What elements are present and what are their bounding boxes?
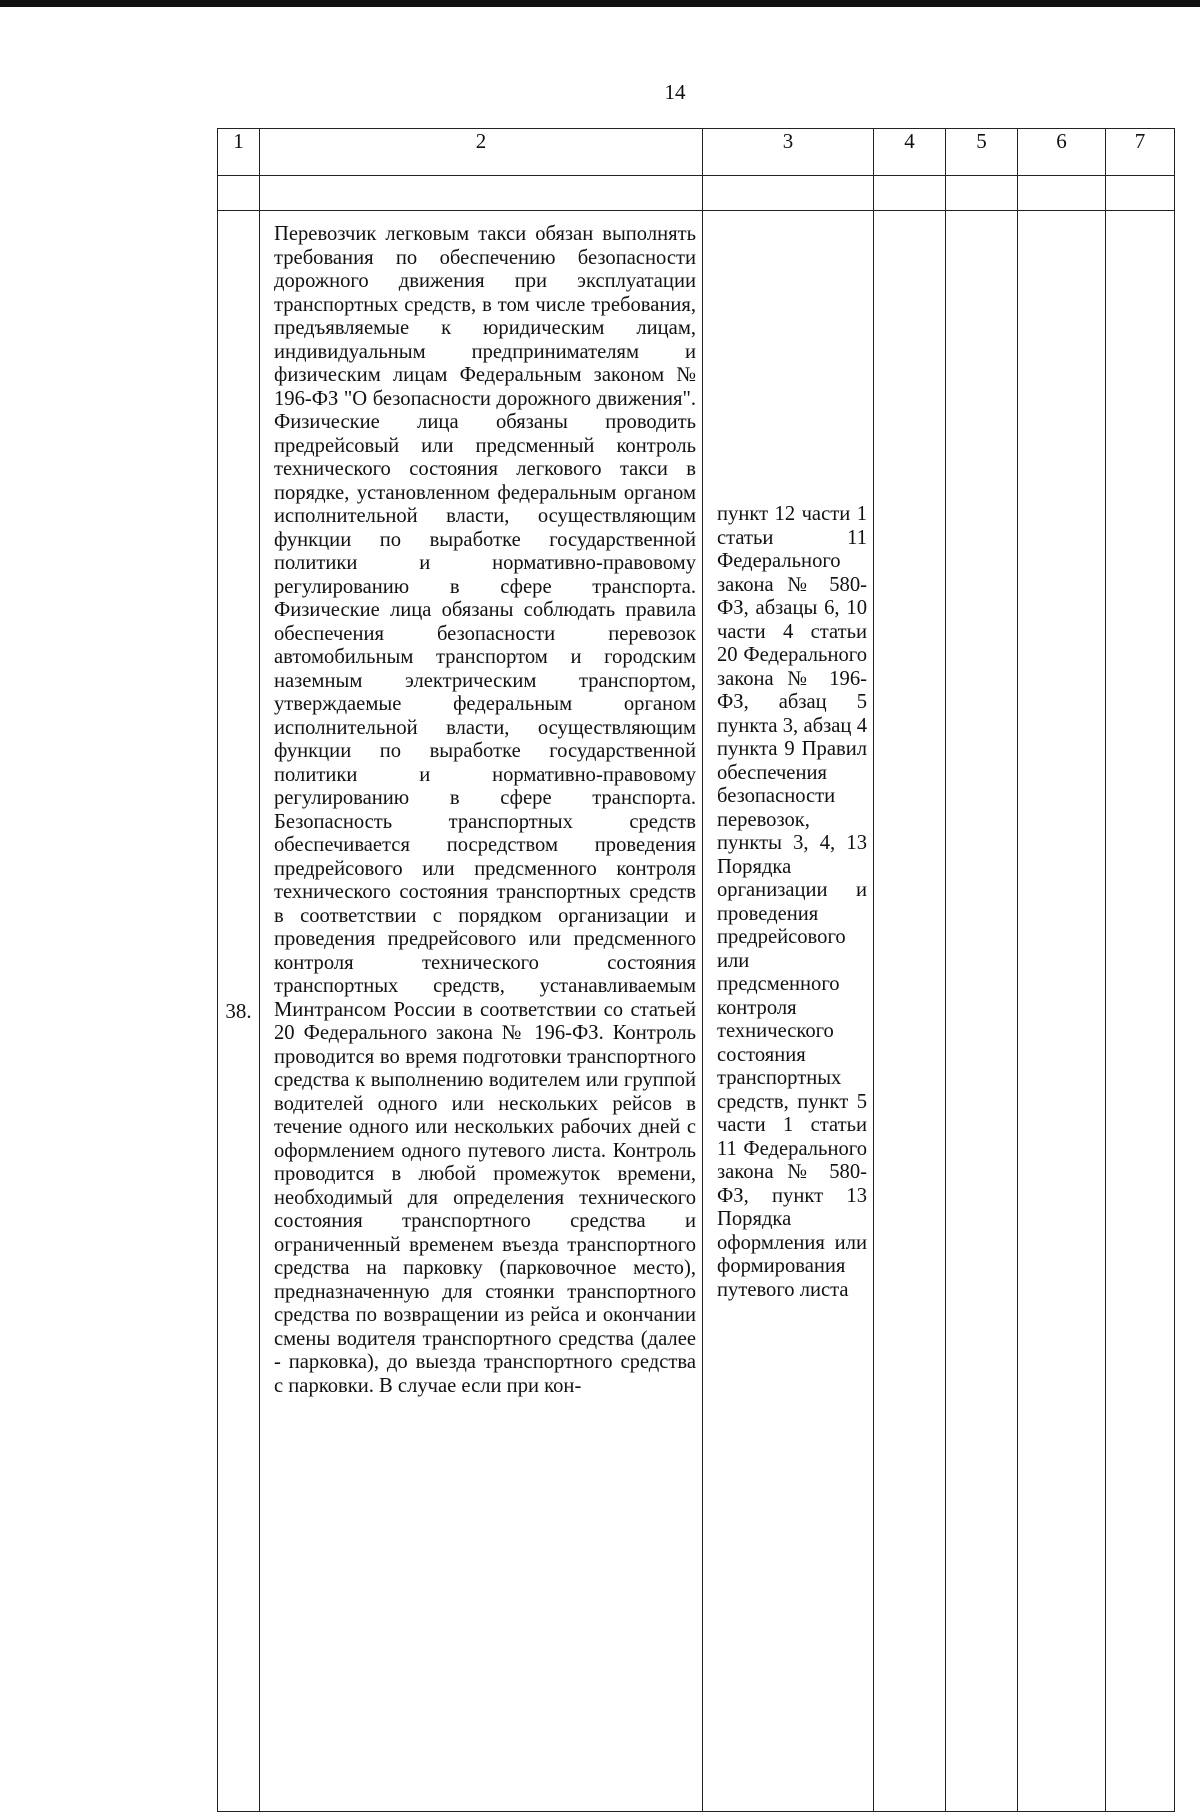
legal-reference: пункт 12 части 1 статьи 11 Федерального закона № 580-ФЗ, абзацы 6, 10 части 4 статьи 20 Федерального закона № 196-ФЗ, абзац 5 пункта 3, абзац 4 пункта 9 Правил обеспечения безопасности перевозок, пункты 3, 4, 13 Порядка организации и проведения предрейсового или предсменного контроля технического состояния транспортных средств, пункт 5 части 1 статьи 11 Федерального закона № 580-ФЗ, пункт 13 Порядка оформления или формирования путевого листа <box>703 211 874 1812</box>
column-header-1: 1 <box>218 129 260 176</box>
row-number: 38. <box>218 211 260 1812</box>
scan-top-border <box>0 0 1200 7</box>
empty-cell <box>946 176 1018 211</box>
table-row <box>218 211 1175 1812</box>
column-header-2: 2 <box>260 129 703 176</box>
requirements-table <box>217 128 1175 1812</box>
empty-cell <box>1018 176 1106 211</box>
page-number: 14 <box>664 80 686 104</box>
column-header-4: 4 <box>874 129 946 176</box>
empty-cell <box>874 176 946 211</box>
requirement-text: Перевозчик легковым такси обязан выполнять требования по обеспечению безопасности дорожного движения при эксплуатации транспортных средств, в том числе требования, предъявляемые к юридическим лицам, индивидуальным предпринимателям и физическим лицам Федеральным законом № 196-ФЗ "О безопасности дорожного движения". Физические лица обязаны проводить предрейсовый или предсменный контроль технического состояния легкового такси в порядке, установленном федеральным органом исполнительной власти, осуществляющим функции по выработке государственной политики и нормативно-правовому регулированию в сфере транспорта. Физические лица обязаны соблюдать правила обеспечения безопасности перевозок автомобильным транспортом и городским наземным электрическим транспортом, утверждаемые федеральным органом исполнительной власти, осуществляющим функции по выработке государственной политики и нормативно-правовому регулированию в сфере транспорта. Безопасность транспортных средств обеспечивается посредством проведения предрейсового или предсменного контроля технического состояния транспортных средств в соответствии с порядком организации и проведения предрейсового или предсменного контроля технического состояния транспортных средств, устанавливаемым Минтрансом России в соответствии со статьей 20 Федерального закона № 196-ФЗ. Контроль проводится во время подготовки транспортного средства к выполнению водителем или группой водителей одного или нескольких рейсов в течение одного или нескольких рабочих дней с оформлением одного путевого листа. Контроль проводится в любой промежуток времени, необходимый для определения технического состояния транспортного средства и ограниченный временем въезда транспортного средства на парковку (парковочное место), предназначенную для стоянки транспортного средства по возвращении из рейса и окончании смены водителя транспортного средства (далее - парковка), до выезда транспортного средства с парковки. В случае если при кон- <box>260 211 703 1812</box>
column-header-7: 7 <box>1106 129 1175 176</box>
empty-cell <box>703 176 874 211</box>
empty-cell <box>1106 211 1175 1812</box>
empty-cell <box>946 211 1018 1812</box>
empty-cell <box>260 176 703 211</box>
empty-cell <box>1018 211 1106 1812</box>
column-header-3: 3 <box>703 129 874 176</box>
header-row <box>218 129 1175 176</box>
empty-row <box>218 176 1175 211</box>
empty-cell <box>874 211 946 1812</box>
empty-cell <box>1106 176 1175 211</box>
column-header-5: 5 <box>946 129 1018 176</box>
column-header-6: 6 <box>1018 129 1106 176</box>
empty-cell <box>218 176 260 211</box>
